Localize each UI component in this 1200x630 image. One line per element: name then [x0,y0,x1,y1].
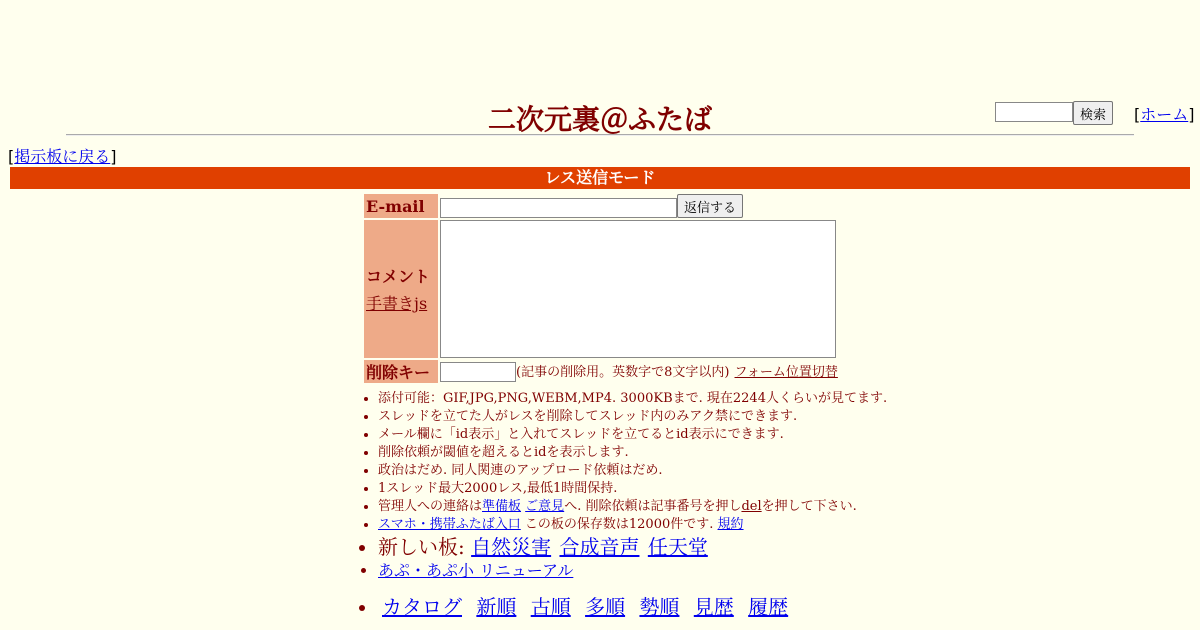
form-position-toggle-link[interactable]: フォーム位置切替 [734,365,838,381]
terms-link[interactable]: 規約 [717,517,744,532]
comment-label: コメント [366,267,431,286]
contact-suffix: を押して下さい. [761,499,857,514]
rule-item: • 添付可能：GIF,JPG,PNG,WEBM,MP4. 3000KBまで. 現在2244人くらいが見てます. [378,390,887,408]
nav-viewed-history[interactable]: 見歴 [693,595,734,619]
board-link-nintendo[interactable]: 任天堂 [647,535,708,559]
search-button[interactable]: 検索 [1073,101,1113,125]
contact-item [378,498,887,516]
mobile-entrance-link[interactable]: スマホ・携帯ふたば入口 [378,517,521,532]
junbi-board-link[interactable]: 準備板 [482,499,522,514]
home-link-wrapper: [ホーム] [1134,105,1195,124]
rules-list [360,390,887,620]
comment-label-cell [364,220,438,358]
search-input[interactable] [995,102,1073,122]
back-link-wrapper: [掲示板に戻る] [8,147,117,166]
nav-most-replies[interactable]: 多順 [585,595,626,619]
reply-mode-bar: レス送信モード [10,167,1190,189]
contact-prefix: 管理人への連絡は [378,499,483,514]
board-link-synth-voice[interactable]: 合成音声 [559,535,640,559]
header-divider [66,134,1134,136]
email-field[interactable] [440,198,677,218]
renewal-link[interactable]: あぷ・あぷ小 リニューアル [378,561,574,580]
email-label: E-mail [364,194,438,218]
comment-textarea[interactable] [440,220,836,358]
rule-item: • 削除依頼が閾値を超えるとidを表示します. [378,444,887,462]
rule-item: • 1スレッド最大2000レス,最低1時間保持. [378,480,887,498]
catalog-nav [378,594,887,620]
tegaki-link[interactable]: 手書きjs [366,294,428,313]
post-form [362,192,840,385]
rule-item: • スレッドを立てた人がレスを削除してスレッド内のみアク禁にできます. [378,408,887,426]
feedback-link[interactable]: ご意見 [525,499,565,514]
delete-key-note: (記事の削除用。英数字で8文字以内) [516,365,730,381]
rule-item: • メール欄に「id表示」と入れてスレッドを立てるとid表示にできます. [378,426,887,444]
contact-middle: へ. 削除依頼は記事番号を押し [564,499,742,514]
back-to-board-link[interactable]: 掲示板に戻る [14,147,111,166]
page-title: 二次元裏＠ふたば [487,103,712,136]
del-link[interactable]: del [741,499,762,514]
new-boards-item [378,534,887,560]
rule-item: • 政治はだめ. 同人関連のアップロード依頼はだめ. [378,462,887,480]
delete-key-label: 削除キー [364,360,438,383]
nav-momentum[interactable]: 勢順 [639,595,680,619]
nav-newest[interactable]: 新順 [476,595,517,619]
mobile-item [378,516,887,534]
home-link[interactable]: ホーム [1140,105,1189,124]
nav-catalog[interactable]: カタログ [382,595,462,619]
search-area [995,100,1113,124]
renewal-item [378,560,887,582]
delete-key-field[interactable] [440,362,516,382]
nav-oldest[interactable]: 古順 [530,595,571,619]
reply-button[interactable]: 返信する [677,194,743,218]
nav-post-history[interactable]: 履歴 [748,595,789,619]
storage-count-text: この板の保存数は12000件です. [520,517,718,532]
new-boards-label: 新しい板: [378,535,472,559]
board-link-disaster[interactable]: 自然災害 [471,535,552,559]
